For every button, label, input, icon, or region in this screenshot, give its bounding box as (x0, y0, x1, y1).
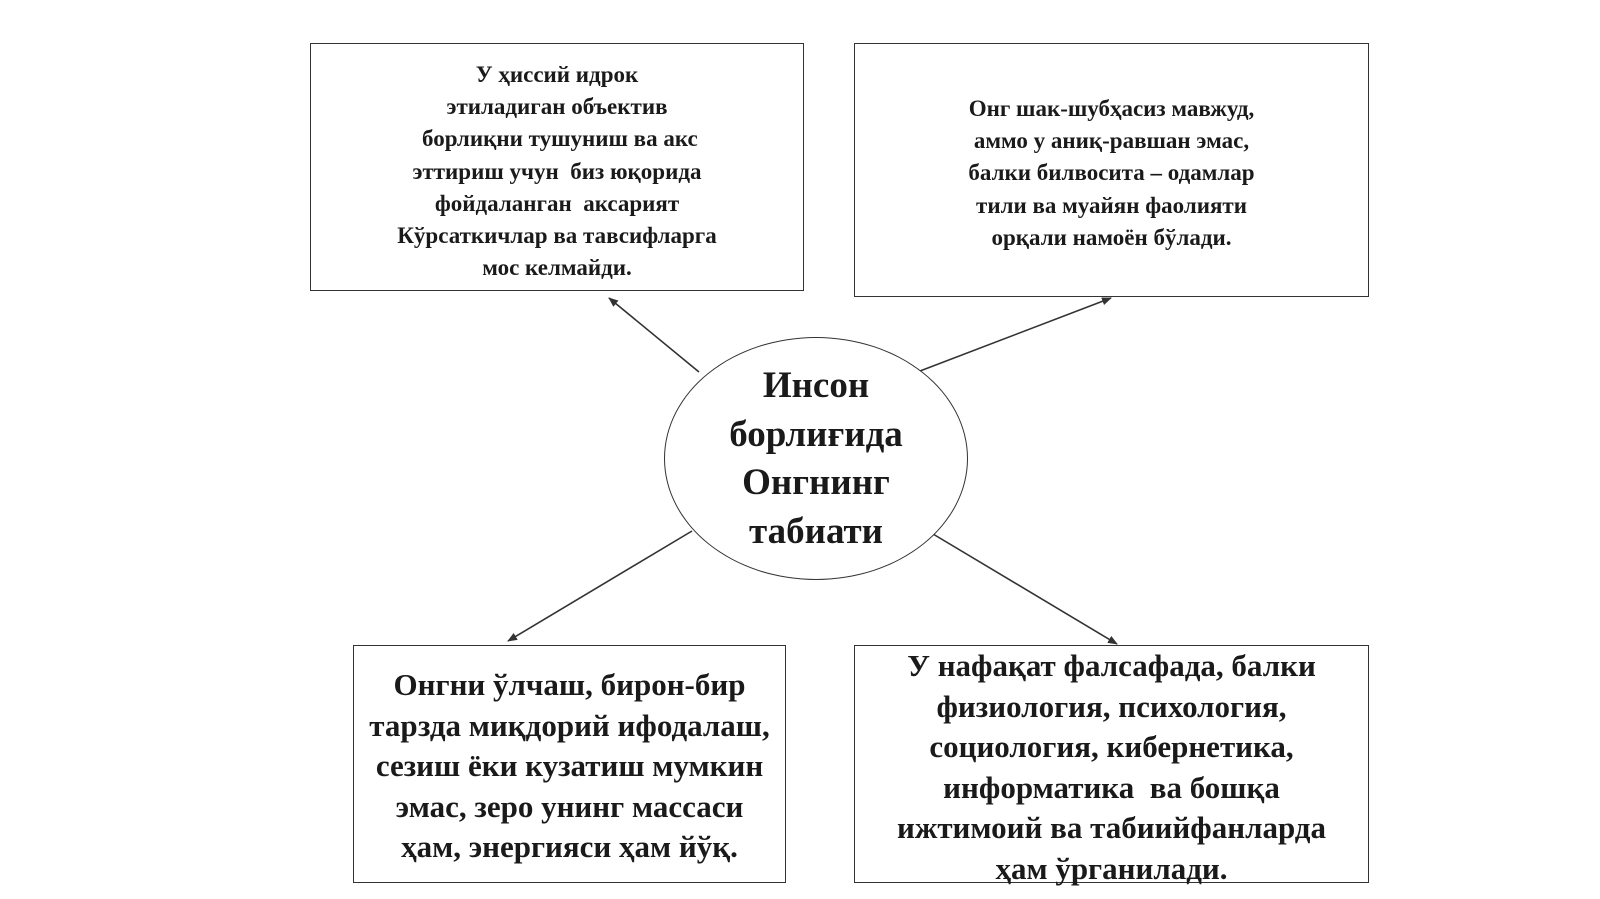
box-text-line: Онг шак-шубҳасиз мавжуд, (968, 96, 1255, 121)
box-text-line: ҳам ўрганилади. (995, 850, 1228, 886)
center-topic (664, 362, 968, 556)
box-text-line: фойдаланган аксарият (434, 190, 680, 216)
box-text-line: этиладиган объектив (446, 94, 668, 120)
box-text-line: Кўрсаткичлар ва тавсифларга (397, 223, 717, 249)
box-text-line: У ҳиссий идрок (475, 62, 639, 87)
statement-box-top-left (310, 43, 804, 291)
box-text-line: балки билвосита – одамлар (968, 160, 1255, 186)
center-text-line: борлиғида (729, 413, 903, 455)
box-text-line: аммо у аниқ-равшан эмас, (973, 128, 1250, 154)
center-text-line: Инсон (762, 365, 870, 406)
box-text-line: мос келмайди. (482, 255, 632, 281)
box-text-line: орқали намоён бўлади. (991, 224, 1232, 250)
box-text-line: тили ва муайян фаолияти (976, 192, 1247, 218)
statement-box-bottom-left (353, 645, 786, 883)
box-text-line: эмас, зеро унинг массаси (395, 788, 744, 824)
statement-box-top-right (854, 43, 1369, 297)
box-text-line: борлиқни тушуниш ва акс (416, 126, 698, 152)
box-text-line: У нафақат фалсафада, балки (907, 648, 1316, 683)
box-text-line: Онгни ўлчаш, бирон-бир (393, 667, 746, 702)
box-text-line: эттириш учун биз юқорида (412, 158, 702, 184)
box-text-line: сезиш ёки кузатиш мумкин (375, 748, 764, 783)
arrow-to-top-right (920, 298, 1111, 371)
box-text-line: физиология, психология, (936, 688, 1287, 724)
box-text-line: ҳам, энергияси ҳам йўқ. (401, 829, 738, 864)
center-text-line: табиати (749, 510, 883, 552)
box-text-line: информатика ва бошқа (943, 769, 1280, 805)
arrow-to-top-left (609, 298, 699, 372)
center-text-line: Онгнинг (742, 462, 890, 503)
statement-box-bottom-right (854, 645, 1369, 886)
box-text-line: тарзда миқдорий ифодалаш, (369, 707, 770, 743)
box-text-line: социология, кибернетика, (929, 729, 1294, 764)
box-text-line: ижтимоий ва табиийфанларда (896, 810, 1326, 845)
